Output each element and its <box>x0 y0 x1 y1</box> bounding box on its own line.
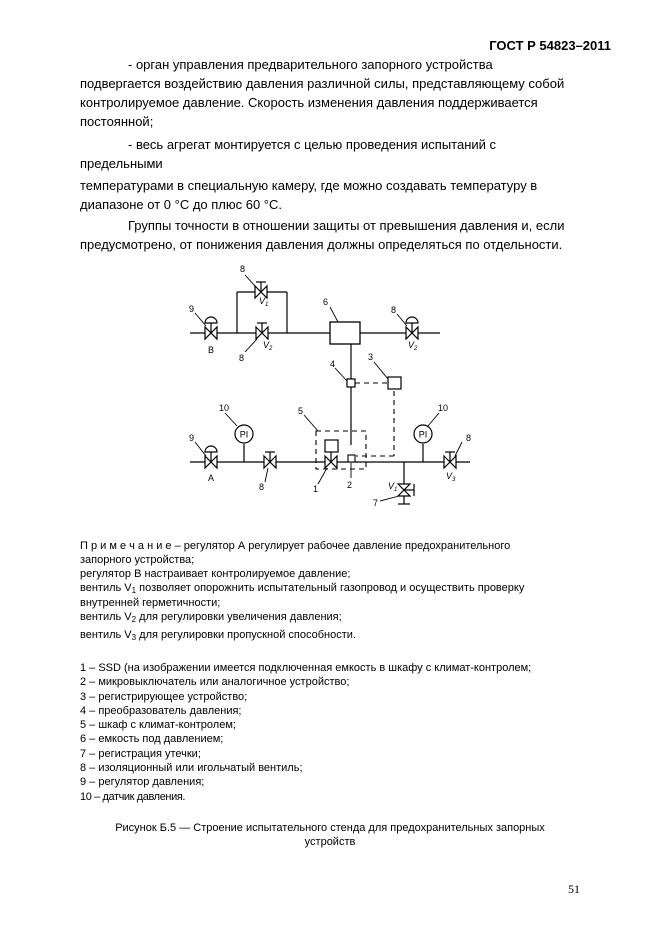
label-9-top: 9 <box>189 304 195 314</box>
note-line-5: внутренней герметичности; <box>80 597 221 609</box>
legend-item: 2 – микровыключатель или аналогичное устройство; <box>80 676 350 689</box>
paragraph-3-line-2: предусмотрено, от понижения давления должны определяться по отдельности. <box>80 237 563 252</box>
note-line-3: регулятор В настраивает контролируемое давление; <box>80 568 351 580</box>
paragraph-1-line-2: подвергается воздействию давления различной силы, представляющему собой <box>80 76 565 91</box>
legend-item: 6 – емкость под давлением; <box>80 733 224 746</box>
label-v1-leak: $V_1$ <box>388 481 398 493</box>
label-8-bottom: 8 <box>259 482 265 492</box>
paragraph-2-line-2: предельными <box>80 156 163 171</box>
legend-item: 5 – шкаф с климат-контролем; <box>80 719 236 732</box>
figure-caption <box>80 821 580 849</box>
paragraph-2-line-3: температурами в специальную камеру, где можно создавать температуру в <box>80 178 538 193</box>
recorder-box <box>388 377 401 389</box>
note-line-v1: вентиль $V_1$ позволяет опорожнить испытательный газопровод и осуществить проверку <box>80 582 525 595</box>
note-line-v2: вентиль $V_2$ для регулировки увеличения давления; <box>80 611 342 624</box>
climate-cabinet <box>316 431 366 469</box>
label-v2-left: $V_2$ <box>263 340 273 352</box>
label-v1-top: $V_1$ <box>259 296 269 308</box>
label-8-right: 8 <box>391 305 397 315</box>
paragraph-3-line-1: Группы точности в отношении защиты от превышения давления и, если <box>128 218 565 233</box>
legend-list <box>80 661 531 804</box>
label-4: 4 <box>330 359 336 369</box>
legend-item: 9 – регулятор давления; <box>80 776 205 789</box>
paragraph-2-line-4: диапазоне от 0 °С до плюс 60 °С. <box>80 197 283 212</box>
caption-line-1: Рисунок Б.5 — Строение испытательного стенда для предохранительных запорных <box>115 822 545 834</box>
label-8-left: 8 <box>239 353 245 363</box>
legend-item: 1 – SSD (на изображении имеется подключенная емкость в шкафу с климат-контролем; <box>80 662 532 674</box>
paragraph-1-line-4: постоянной; <box>80 114 154 129</box>
document-id: ГОСТ Р 54823–2011 <box>489 38 611 53</box>
note-line-2: запорного устройства; <box>80 554 195 566</box>
legend-item: 3 – регистрирующее устройство; <box>80 690 248 703</box>
legend-item: 4 – преобразователь давления; <box>80 704 242 717</box>
label-9-bottom: 9 <box>189 433 195 443</box>
page-number: 51 <box>568 882 580 896</box>
label-v2-right: $V_2$ <box>408 340 418 352</box>
label-8-v3: 8 <box>466 433 472 443</box>
paragraph-2-line-1: - весь агрегат монтируется с целью проведения испытаний с <box>128 137 497 152</box>
label-3: 3 <box>368 352 374 362</box>
label-2: 2 <box>347 480 353 490</box>
paragraph-1-line-1: - орган управления предварительного запорного устройства <box>128 57 493 72</box>
label-7: 7 <box>373 498 379 508</box>
pi-left-label: PI <box>239 429 249 440</box>
pressure-transducer <box>347 379 355 387</box>
label-v3: $V_3$ <box>446 471 456 483</box>
caption-line-2: устройств <box>304 836 356 848</box>
label-10-left: 10 <box>219 403 230 413</box>
legend-item: 7 – регистрация утечки; <box>80 747 201 760</box>
legend-item: 8 – изоляционный или игольчатый вентиль; <box>80 762 303 775</box>
pressure-vessel <box>330 322 360 344</box>
label-regulator-a: A <box>208 473 215 483</box>
micro-switch <box>348 455 355 462</box>
paragraph-1-line-3: контролируемое давление. Скорость изменения давления поддерживается <box>80 95 538 110</box>
label-regulator-b: B <box>208 345 215 355</box>
label-1: 1 <box>313 484 319 494</box>
note-line-1: П р и м е ч а н и е – регулятор А регулирует рабочее давление предохранительного <box>80 540 511 552</box>
pi-right-label: PI <box>418 429 428 440</box>
label-5: 5 <box>298 406 304 416</box>
label-10-right: 10 <box>438 403 449 413</box>
note-line-v3: вентиль $V_3$ для регулировки пропускной способности. <box>80 629 356 642</box>
legend-item: 10 – датчик давления. <box>80 790 186 803</box>
label-8-top: 8 <box>240 264 246 274</box>
label-6: 6 <box>323 297 329 307</box>
ssd-actuator <box>325 440 338 452</box>
